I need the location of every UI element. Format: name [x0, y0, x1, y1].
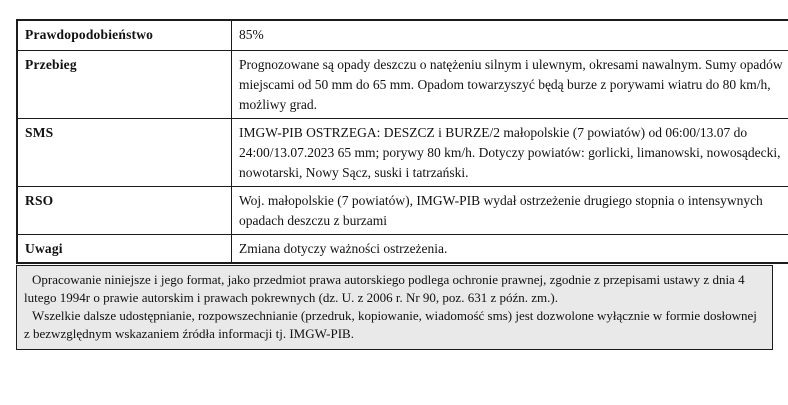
- row-value-prawdopodobienstwo: 85%: [232, 20, 788, 51]
- row-label-prawdopodobienstwo: Prawdopodobieństwo: [17, 20, 232, 51]
- row-label-przebieg: Przebieg: [17, 51, 232, 119]
- row-value-sms: IMGW-PIB OSTRZEGA: DESZCZ i BURZE/2 małopolskie (7 powiatów) od 06:00/13.07 do 24:00/13.07.2023 65 mm; porywy 80 km/h. Dotyczy powiatów: gorlicki, limanowski, nowosądecki, nowotarski, Nowy Sącz, suski i tatrzański.: [232, 119, 788, 187]
- warning-details-table: [16, 19, 788, 264]
- row-value-uwagi: Zmiana dotyczy ważności ostrzeżenia.: [232, 235, 788, 264]
- warning-document: [16, 19, 783, 350]
- table-row: [17, 20, 788, 51]
- row-label-sms: SMS: [17, 119, 232, 187]
- table-row: [17, 51, 788, 119]
- row-label-rso: RSO: [17, 187, 232, 235]
- copyright-paragraph: Opracowanie niniejsze i jego format, jako przedmiot prawa autorskiego podlega ochronie prawnej, zgodnie z przepisami ustawy z dnia 4 lutego 1994r o prawie autorskim i prawach pokrewnych (dz. U. z 2006 r. Nr 90, poz. 631 z późn. zm.).: [24, 272, 745, 305]
- table-row: [17, 235, 788, 264]
- table-row: [17, 187, 788, 235]
- copyright-notice-box: [16, 265, 773, 350]
- row-value-przebieg: Prognozowane są opady deszczu o natężeniu silnym i ulewnym, okresami nawalnym. Sumy opadów miejscami od 50 mm do 65 mm. Opadom towarzyszyć będą burze z porywami wiatru do 80 km/h, możliwy grad.: [232, 51, 788, 119]
- row-label-uwagi: Uwagi: [17, 235, 232, 264]
- table-row: [17, 119, 788, 187]
- copyright-paragraph: Wszelkie dalsze udostępnianie, rozpowszechnianie (przedruk, kopiowanie, wiadomość sms) jest dozwolone wyłącznie w formie dosłownej z bezwzględnym wskazaniem źródła informacji tj. IMGW-PIB.: [24, 308, 757, 341]
- row-value-rso: Woj. małopolskie (7 powiatów), IMGW-PIB wydał ostrzeżenie drugiego stopnia o intensywnych opadach deszczu z burzami: [232, 187, 788, 235]
